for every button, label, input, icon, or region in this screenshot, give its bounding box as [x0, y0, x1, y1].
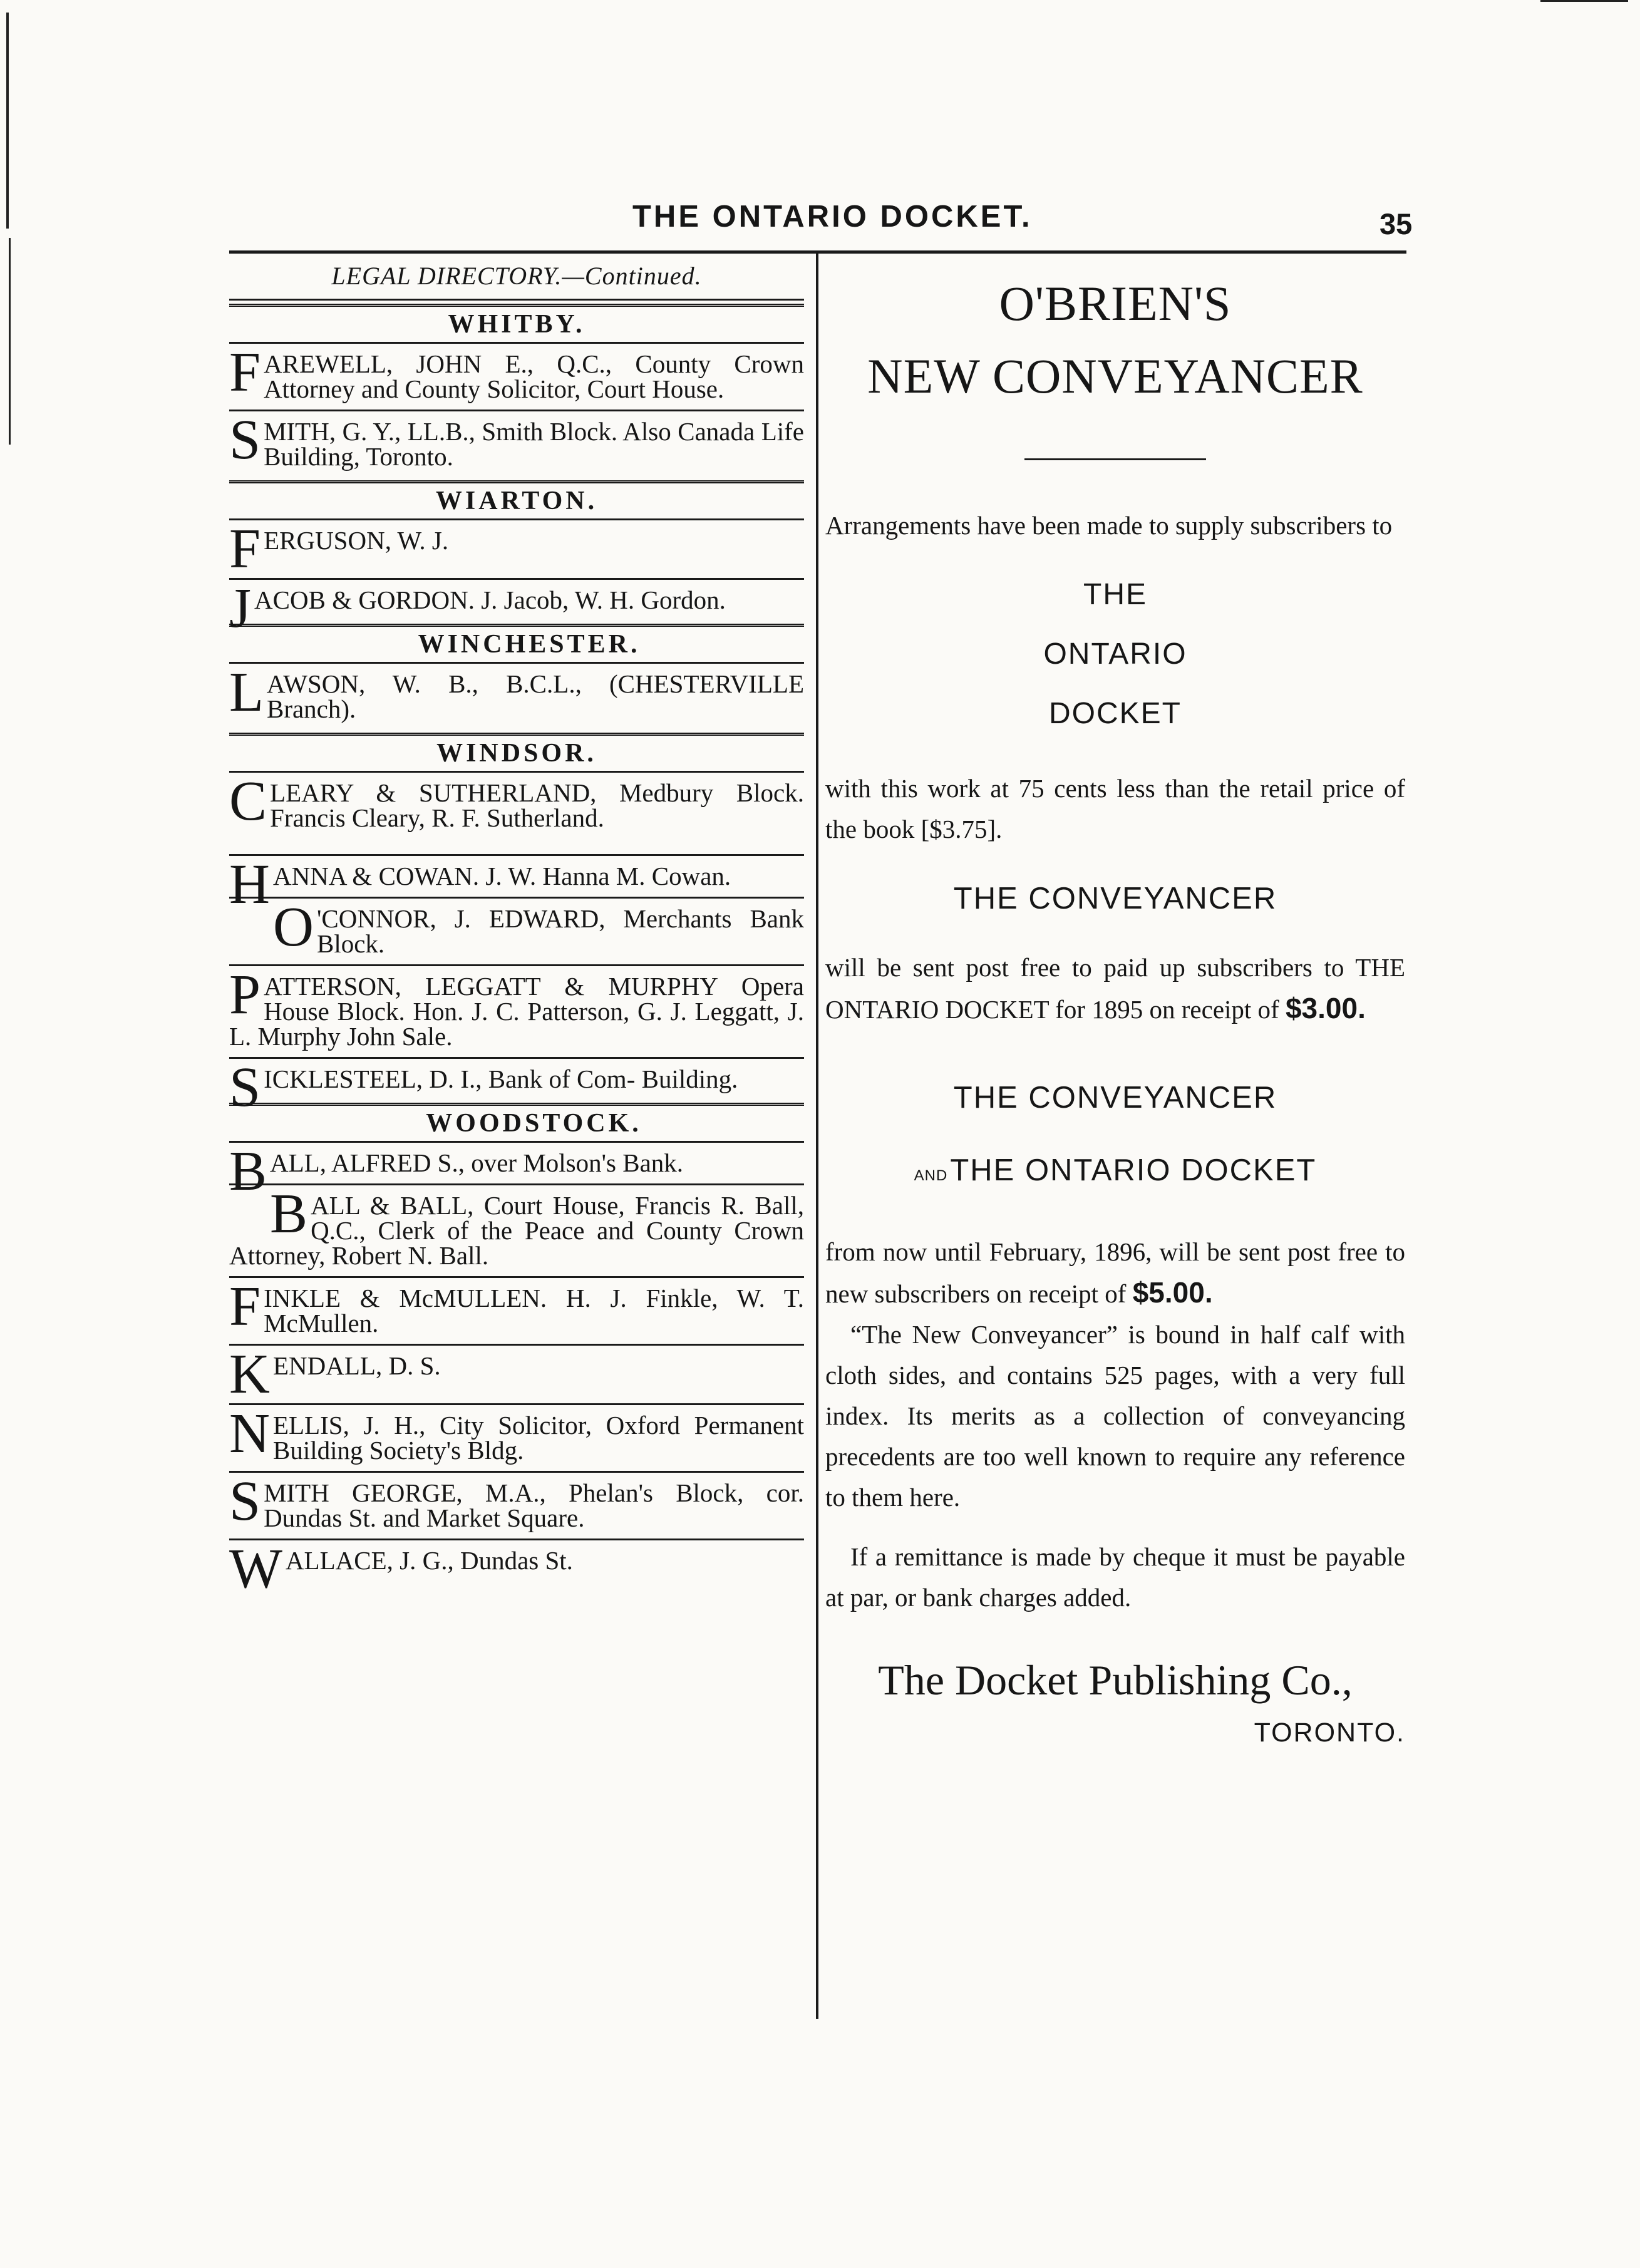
scan-edge-mark	[1540, 0, 1628, 2]
directory-entry	[229, 341, 804, 411]
drop-cap: P	[229, 964, 261, 1026]
drop-cap: B	[229, 1140, 267, 1202]
ad-paragraph-price: with this work at 75 cents less than the retail price of the book [$3.75].	[825, 774, 1405, 843]
drop-cap: B	[270, 1183, 308, 1245]
ad-short-rule	[1024, 458, 1206, 460]
scan-edge-mark	[6, 13, 9, 229]
directory-entry	[229, 1538, 804, 1600]
scan-edge-mark	[9, 238, 11, 445]
ad-price-five-dollars: $5.00.	[1132, 1276, 1213, 1309]
drop-cap: W	[229, 1538, 282, 1600]
drop-cap: O	[273, 896, 314, 958]
ad-title-new-conveyancer: NEW CONVEYANCER	[867, 349, 1363, 403]
directory-continued-heading: LEGAL DIRECTORY.—Continued.	[229, 254, 804, 301]
directory-entry	[229, 577, 804, 639]
place-heading: WHITBY.	[229, 304, 804, 344]
drop-cap: J	[229, 577, 252, 639]
drop-cap: F	[229, 341, 261, 403]
drop-cap: N	[229, 1403, 270, 1465]
ad-paragraph-remittance: If a remittance is made by cheque it must be payable at par, or bank charges added.	[825, 1542, 1405, 1612]
entry-text: ENDALL, D. S.	[273, 1351, 441, 1380]
directory-entry	[229, 520, 804, 580]
ad-heading-and-docket	[825, 1153, 1405, 1188]
entry-text: ICKLESTEEL, D. I., Bank of Com- Building.	[264, 1064, 738, 1093]
entry-text: ERGUSON, W. J.	[264, 526, 449, 555]
column-divider	[816, 252, 818, 2019]
entry-text: ANNA & COWAN. J. W. Hanna M. Cowan.	[273, 862, 731, 890]
place-heading: WOODSTOCK.	[229, 1103, 804, 1143]
entry-text: AREWELL, JOHN E., Q.C., County Crown Attorney and County Solicitor, Court House.	[264, 349, 804, 403]
place-heading: WINDSOR.	[229, 733, 804, 773]
directory-entry	[229, 1140, 804, 1202]
ad-publisher-city: TORONTO.	[1254, 1718, 1405, 1748]
directory-entry	[229, 1056, 804, 1118]
directory-entry	[229, 1405, 804, 1473]
ad-paragraph-description: “The New Conveyancer” is bound in half calf with cloth sides, and contains 525 pages, with a very full index. Its merits as a collection of conveyancing precedents are too well known to require any reference to them here.	[825, 1320, 1405, 1512]
ad-heading-conveyancer-2: THE CONVEYANCER	[953, 1081, 1277, 1115]
drop-cap: S	[229, 1056, 261, 1118]
entry-text: ACOB & GORDON. J. Jacob, W. H. Gordon.	[254, 585, 726, 614]
page-number: 35	[1380, 207, 1413, 240]
ad-paragraph-new-subscribers	[825, 1232, 1405, 1314]
entry-text: 'CONNOR, J. EDWARD, Merchants Bank Block.	[317, 904, 804, 958]
entry-text: ALL & BALL, Court House, Francis R. Ball, Q.C., Clerk of the Peace and County Crown Attorney, Robert N. Ball.	[229, 1191, 804, 1270]
drop-cap: H	[229, 853, 270, 915]
ad-heading-conveyancer: THE CONVEYANCER	[953, 882, 1277, 915]
drop-cap: F	[229, 1276, 261, 1338]
drop-cap: C	[229, 770, 267, 832]
ad-price-three-dollars: $3.00.	[1285, 992, 1366, 1024]
entry-text: LEARY & SUTHERLAND, Medbury Block. Francis Cleary, R. F. Sutherland.	[270, 778, 804, 832]
entry-text: ELLIS, J. H., City Solicitor, Oxford Permanent Building Society's Bldg.	[273, 1411, 804, 1465]
directory-entry	[229, 1343, 804, 1405]
entry-text: AWSON, W. B., B.C.L., (CHESTERVILLE Branch).	[266, 669, 804, 723]
directory-entry	[229, 411, 804, 477]
ad-and-word: AND	[914, 1167, 948, 1184]
directory-entry	[229, 1185, 804, 1278]
directory-entry	[229, 966, 804, 1059]
ad-docket-line-the: THE	[1083, 578, 1147, 611]
drop-cap: F	[229, 518, 261, 580]
running-header-title: THE ONTARIO DOCKET.	[632, 200, 1033, 234]
entry-text: ALL, ALFRED S., over Molson's Bank.	[270, 1148, 684, 1177]
entry-text: ALLACE, J. G., Dundas St.	[285, 1546, 573, 1575]
directory-entry	[229, 770, 804, 856]
drop-cap: S	[229, 1470, 261, 1532]
ad-ontario-docket-text: THE ONTARIO DOCKET	[950, 1153, 1317, 1187]
ad-title-obriens: O'BRIEN'S	[999, 276, 1232, 331]
entry-text: INKLE & McMULLEN. H. J. Finkle, W. T. McMullen.	[264, 1284, 804, 1338]
directory-entry	[229, 1470, 804, 1540]
legal-directory-column	[229, 254, 804, 1600]
ad-paragraph-paid-subscribers	[825, 947, 1405, 1030]
advertisement-column	[825, 269, 1405, 1748]
ad-publisher-name: The Docket Publishing Co.,	[878, 1656, 1353, 1704]
drop-cap: K	[229, 1343, 270, 1405]
entry-text: MITH, G. Y., LL.B., Smith Block. Also Canada Life Building, Toronto.	[264, 417, 804, 471]
directory-entry	[229, 1278, 804, 1346]
entry-text: ATTERSON, LEGGATT & MURPHY Opera House Block. Hon. J. C. Patterson, G. J. Leggatt, J. L. Murphy John Sale.	[229, 972, 804, 1051]
directory-entry	[229, 661, 804, 729]
place-heading: WIARTON.	[229, 480, 804, 520]
directory-entry	[229, 896, 804, 966]
drop-cap: S	[229, 409, 261, 471]
place-heading: WINCHESTER.	[229, 624, 804, 664]
ad-text-paid-subscribers: will be sent post free to paid up subscribers to THE ONTARIO DOCKET for 1895 on receipt of	[825, 953, 1405, 1024]
ad-docket-line-docket: DOCKET	[1048, 697, 1182, 730]
entry-text: MITH GEORGE, M.A., Phelan's Block, cor. Dundas St. and Market Square.	[264, 1478, 804, 1532]
ad-text-new-subscribers: from now until February, 1896, will be sent post free to new subscribers on receipt of	[825, 1237, 1405, 1308]
ad-docket-line-ontario: ONTARIO	[1043, 637, 1187, 671]
ad-paragraph-arrangements: Arrangements have been made to supply subscribers to	[825, 511, 1393, 540]
drop-cap: L	[229, 661, 264, 723]
directory-entry	[229, 853, 804, 915]
